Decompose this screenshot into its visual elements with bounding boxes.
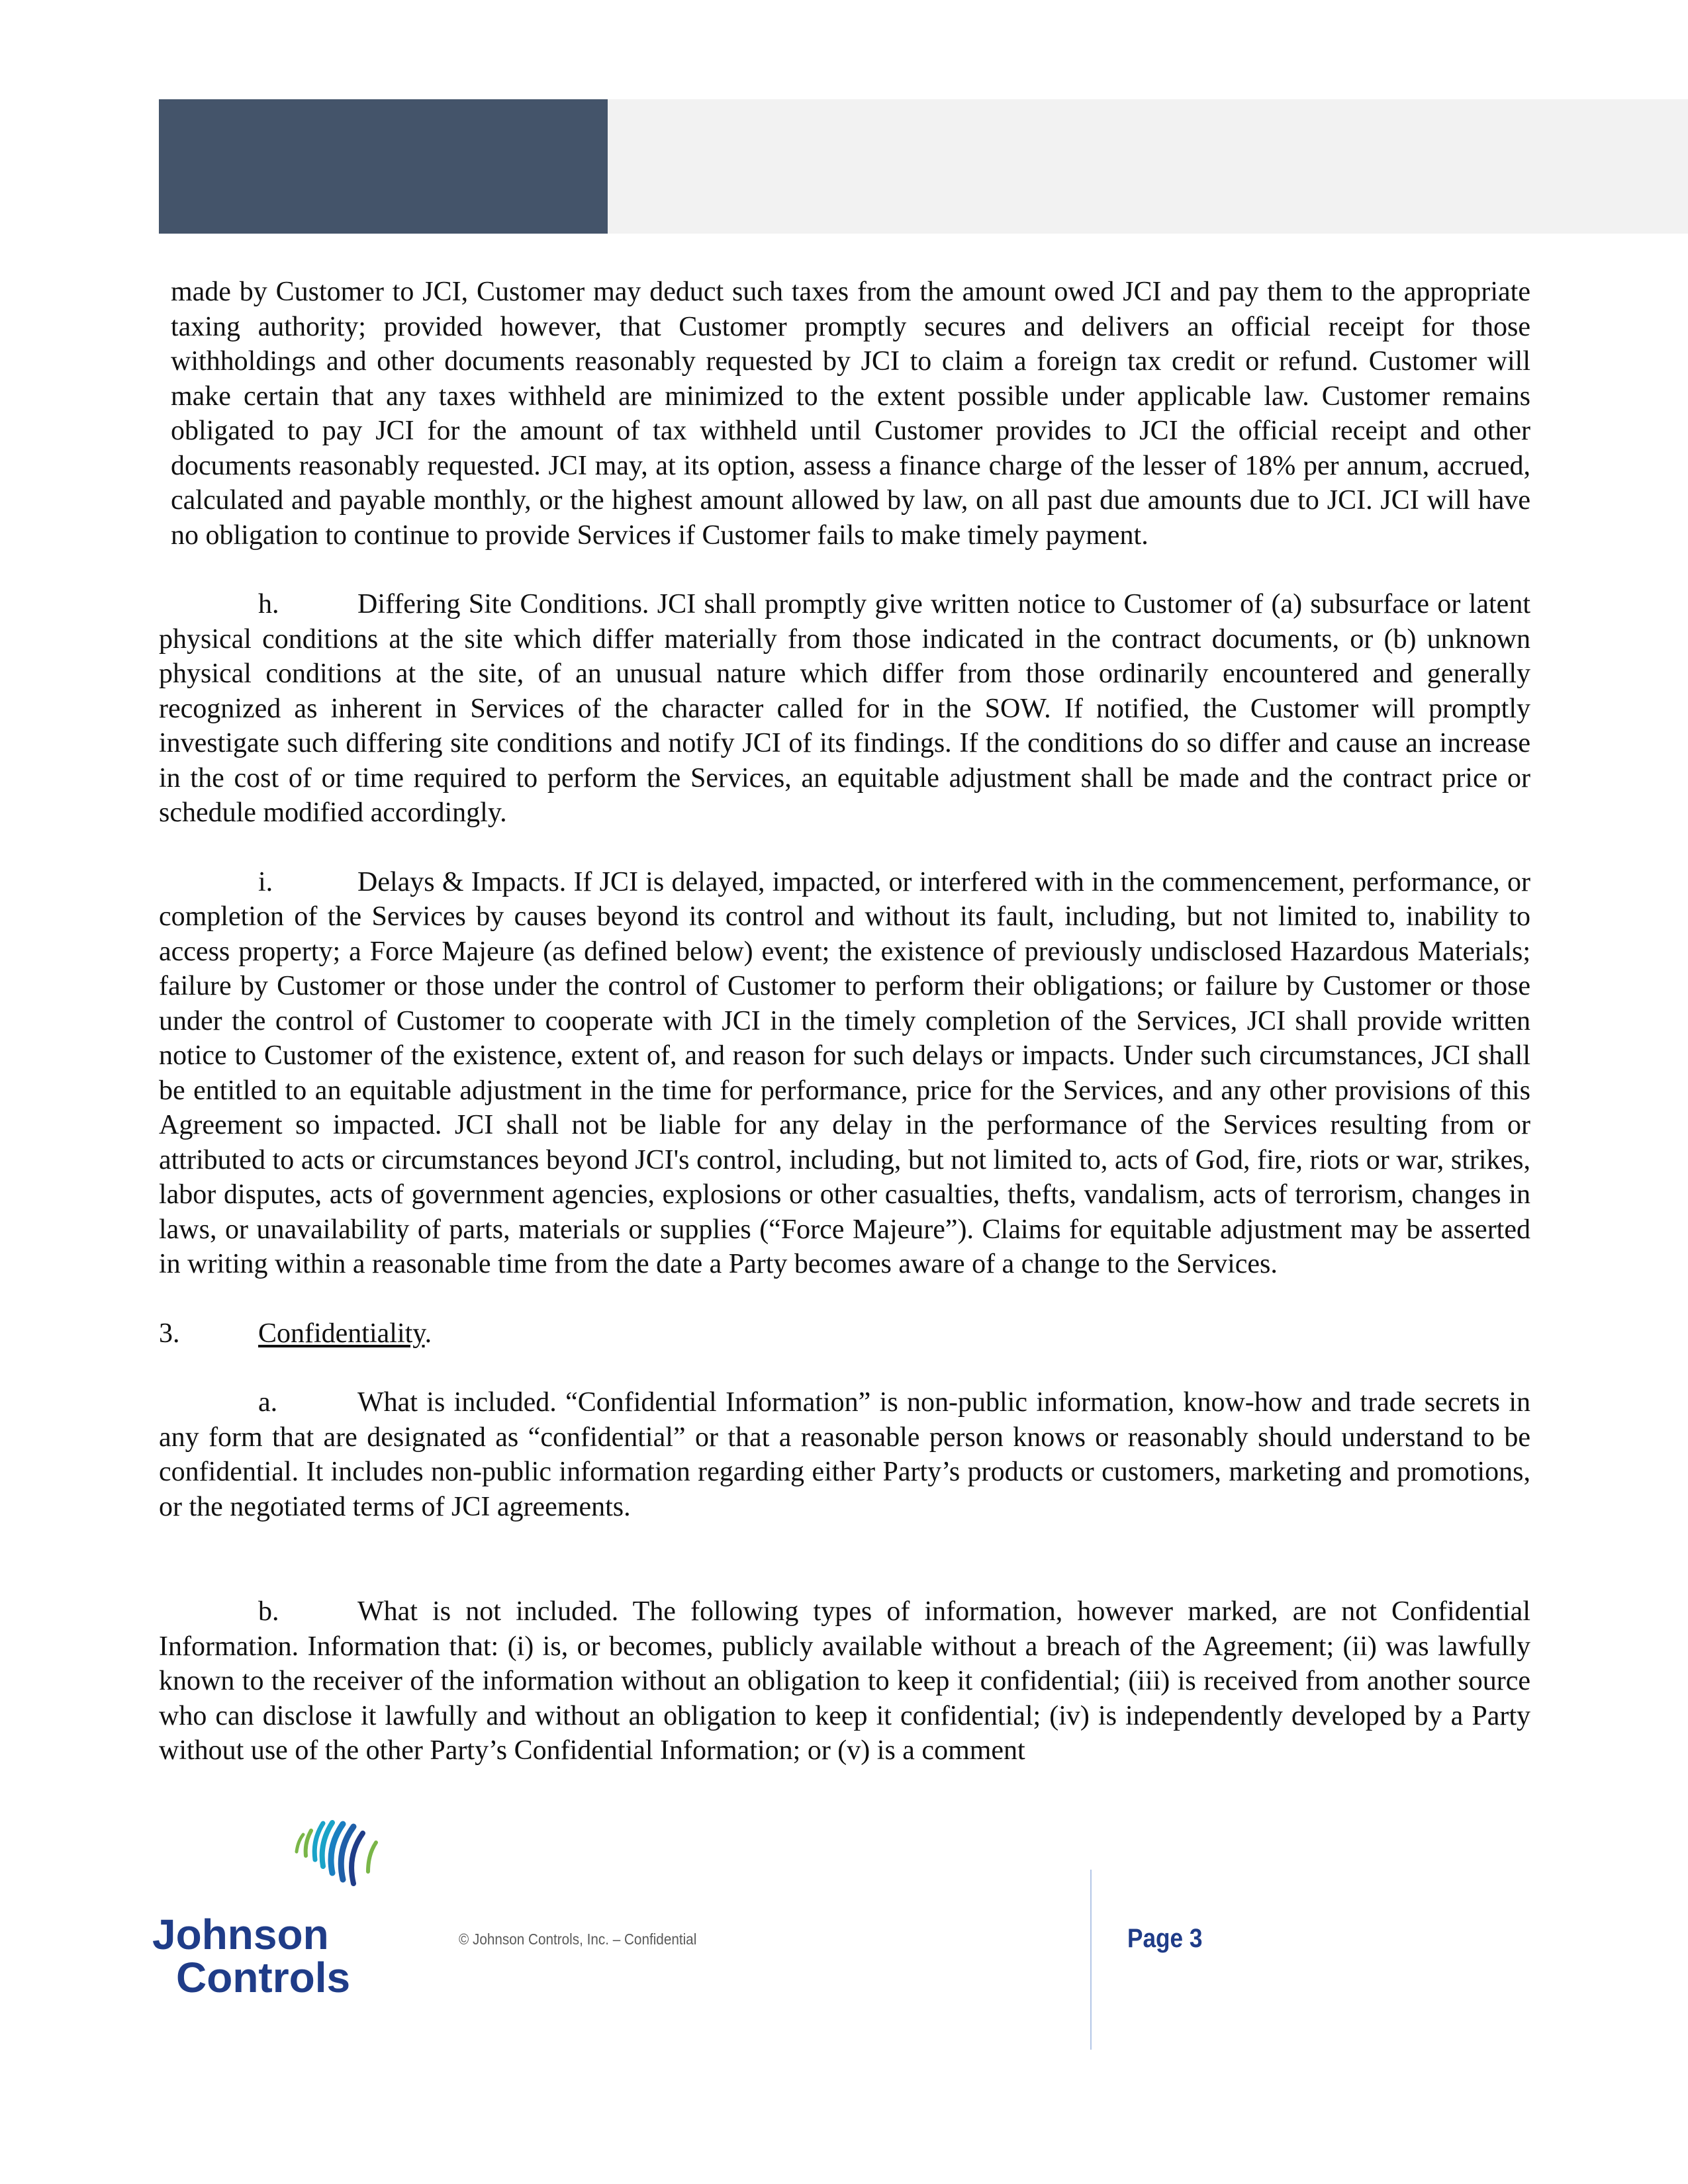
clause-a-text: What is included. “Confidential Information” is non-public information, know-how and trade secrets in any form that are designated as “confidential” or that a reasonable person knows or reasonably should understand to be confidential. It includes non-public information regarding either Party’s products or customers, marketing and promotions, or the negotiated terms of JCI agreements. <box>159 1387 1530 1522</box>
clause-h-text: Differing Site Conditions. JCI shall promptly give written notice to Customer of (a) subsurface or latent physical conditions at the site which differ materially from those indicated in the contract documents, or (b) unknown physical conditions at the site, of an unusual nature which differ from those ordinarily encountered and generally recognized as inherent in Services of the character called for in the SOW. If notified, the Customer will promptly investigate such differing site conditions and notify JCI of its findings. If the conditions do so differ and cause an increase in the cost of or time required to perform the Services, an equitable adjustment shall be made and the contract price or schedule modified accordingly. <box>159 589 1530 828</box>
paragraph-carryover: made by Customer to JCI, Customer may deduct such taxes from the amount owed JCI and pay them to the appropriate taxing authority; provided however, that Customer promptly secures and delivers an official receipt for those withholdings and other documents reasonably requested by JCI to claim a foreign tax credit or refund. Customer will make certain that any taxes withheld are minimized to the extent possible under applicable law. Customer remains obligated to pay JCI for the amount of tax withheld until Customer provides to JCI the official receipt and other documents reasonably requested. JCI may, at its option, assess a finance charge of the lesser of 18% per annum, accrued, calculated and payable monthly, or the highest amount allowed by law, on all past due amounts due to JCI. JCI will have no obligation to continue to provide Services if Customer fails to make timely payment. <box>171 277 1530 551</box>
clause-b <box>159 1594 1530 1768</box>
logo-swoosh-icon <box>297 1823 376 1884</box>
clause-h-label: h. <box>258 589 279 619</box>
header-block <box>159 99 608 234</box>
clause-b-text: What is not included. The following types of information, however marked, are not Confidential Information. Information that: (i) is, or becomes, publicly available without a breach of the Agreement; (ii) was lawfully known to the receiver of the information without an obligation to keep it confidential; (iii) is received from another source who can disclose it lawfully and without an obligation to keep it confidential; (iv) is independently developed by a Party without use of the other Party’s Confidential Information; or (v) is a comment <box>159 1596 1530 1766</box>
logo-text-johnson: Johnson <box>152 1911 329 1958</box>
johnson-controls-logo <box>150 1813 414 2005</box>
clause-i <box>159 865 1530 1282</box>
logo-text-controls: Controls <box>176 1954 351 2001</box>
clause-h <box>159 587 1530 831</box>
section-3-number: 3. <box>159 1318 180 1349</box>
section-3-heading <box>159 1316 1530 1351</box>
footer-divider <box>1090 1870 1092 2050</box>
footer-copyright: © Johnson Controls, Inc. – Confidential <box>459 1931 697 1948</box>
clause-a <box>159 1385 1530 1524</box>
clause-i-text: Delays & Impacts. If JCI is delayed, impacted, or interfered with in the commencement, performance, or completion of the Services by causes beyond its control and without its fault, including, but not limited to, inability to access property; a Force Majeure (as defined below) event; the existence of previously undisclosed Hazardous Materials; failure by Customer or those under the control of Customer to perform their obligations; or failure by Customer or those under the control of Customer to cooperate with JCI in the timely completion of the Services, JCI shall provide written notice to Customer of the existence, extent of, and reason for such delays or impacts. Under such circumstances, JCI shall be entitled to an equitable adjustment in the time for performance, price for the Services, and any other provisions of this Agreement so impacted. JCI shall not be liable for any delay in the performance of the Services resulting from or attributed to acts or circumstances beyond JCI's control, including, but not limited to, acts of God, fire, riots or war, strikes, labor disputes, acts of government agencies, explosions or other casualties, thefts, vandalism, acts of terrorism, changes in laws, or unavailability of parts, materials or supplies (“Force Majeure”). Claims for equitable adjustment may be asserted in writing within a reasonable time from the date a Party becomes aware of a change to the Services. <box>159 866 1530 1279</box>
section-3-title: Confidentiality <box>258 1318 425 1349</box>
page-number: Page 3 <box>1127 1924 1203 1953</box>
header-band <box>608 99 1688 234</box>
clause-b-label: b. <box>258 1596 279 1627</box>
clause-i-label: i. <box>258 866 273 897</box>
clause-a-label: a. <box>258 1387 278 1418</box>
document-body <box>159 275 1530 1768</box>
section-3-period: . <box>424 1318 432 1349</box>
